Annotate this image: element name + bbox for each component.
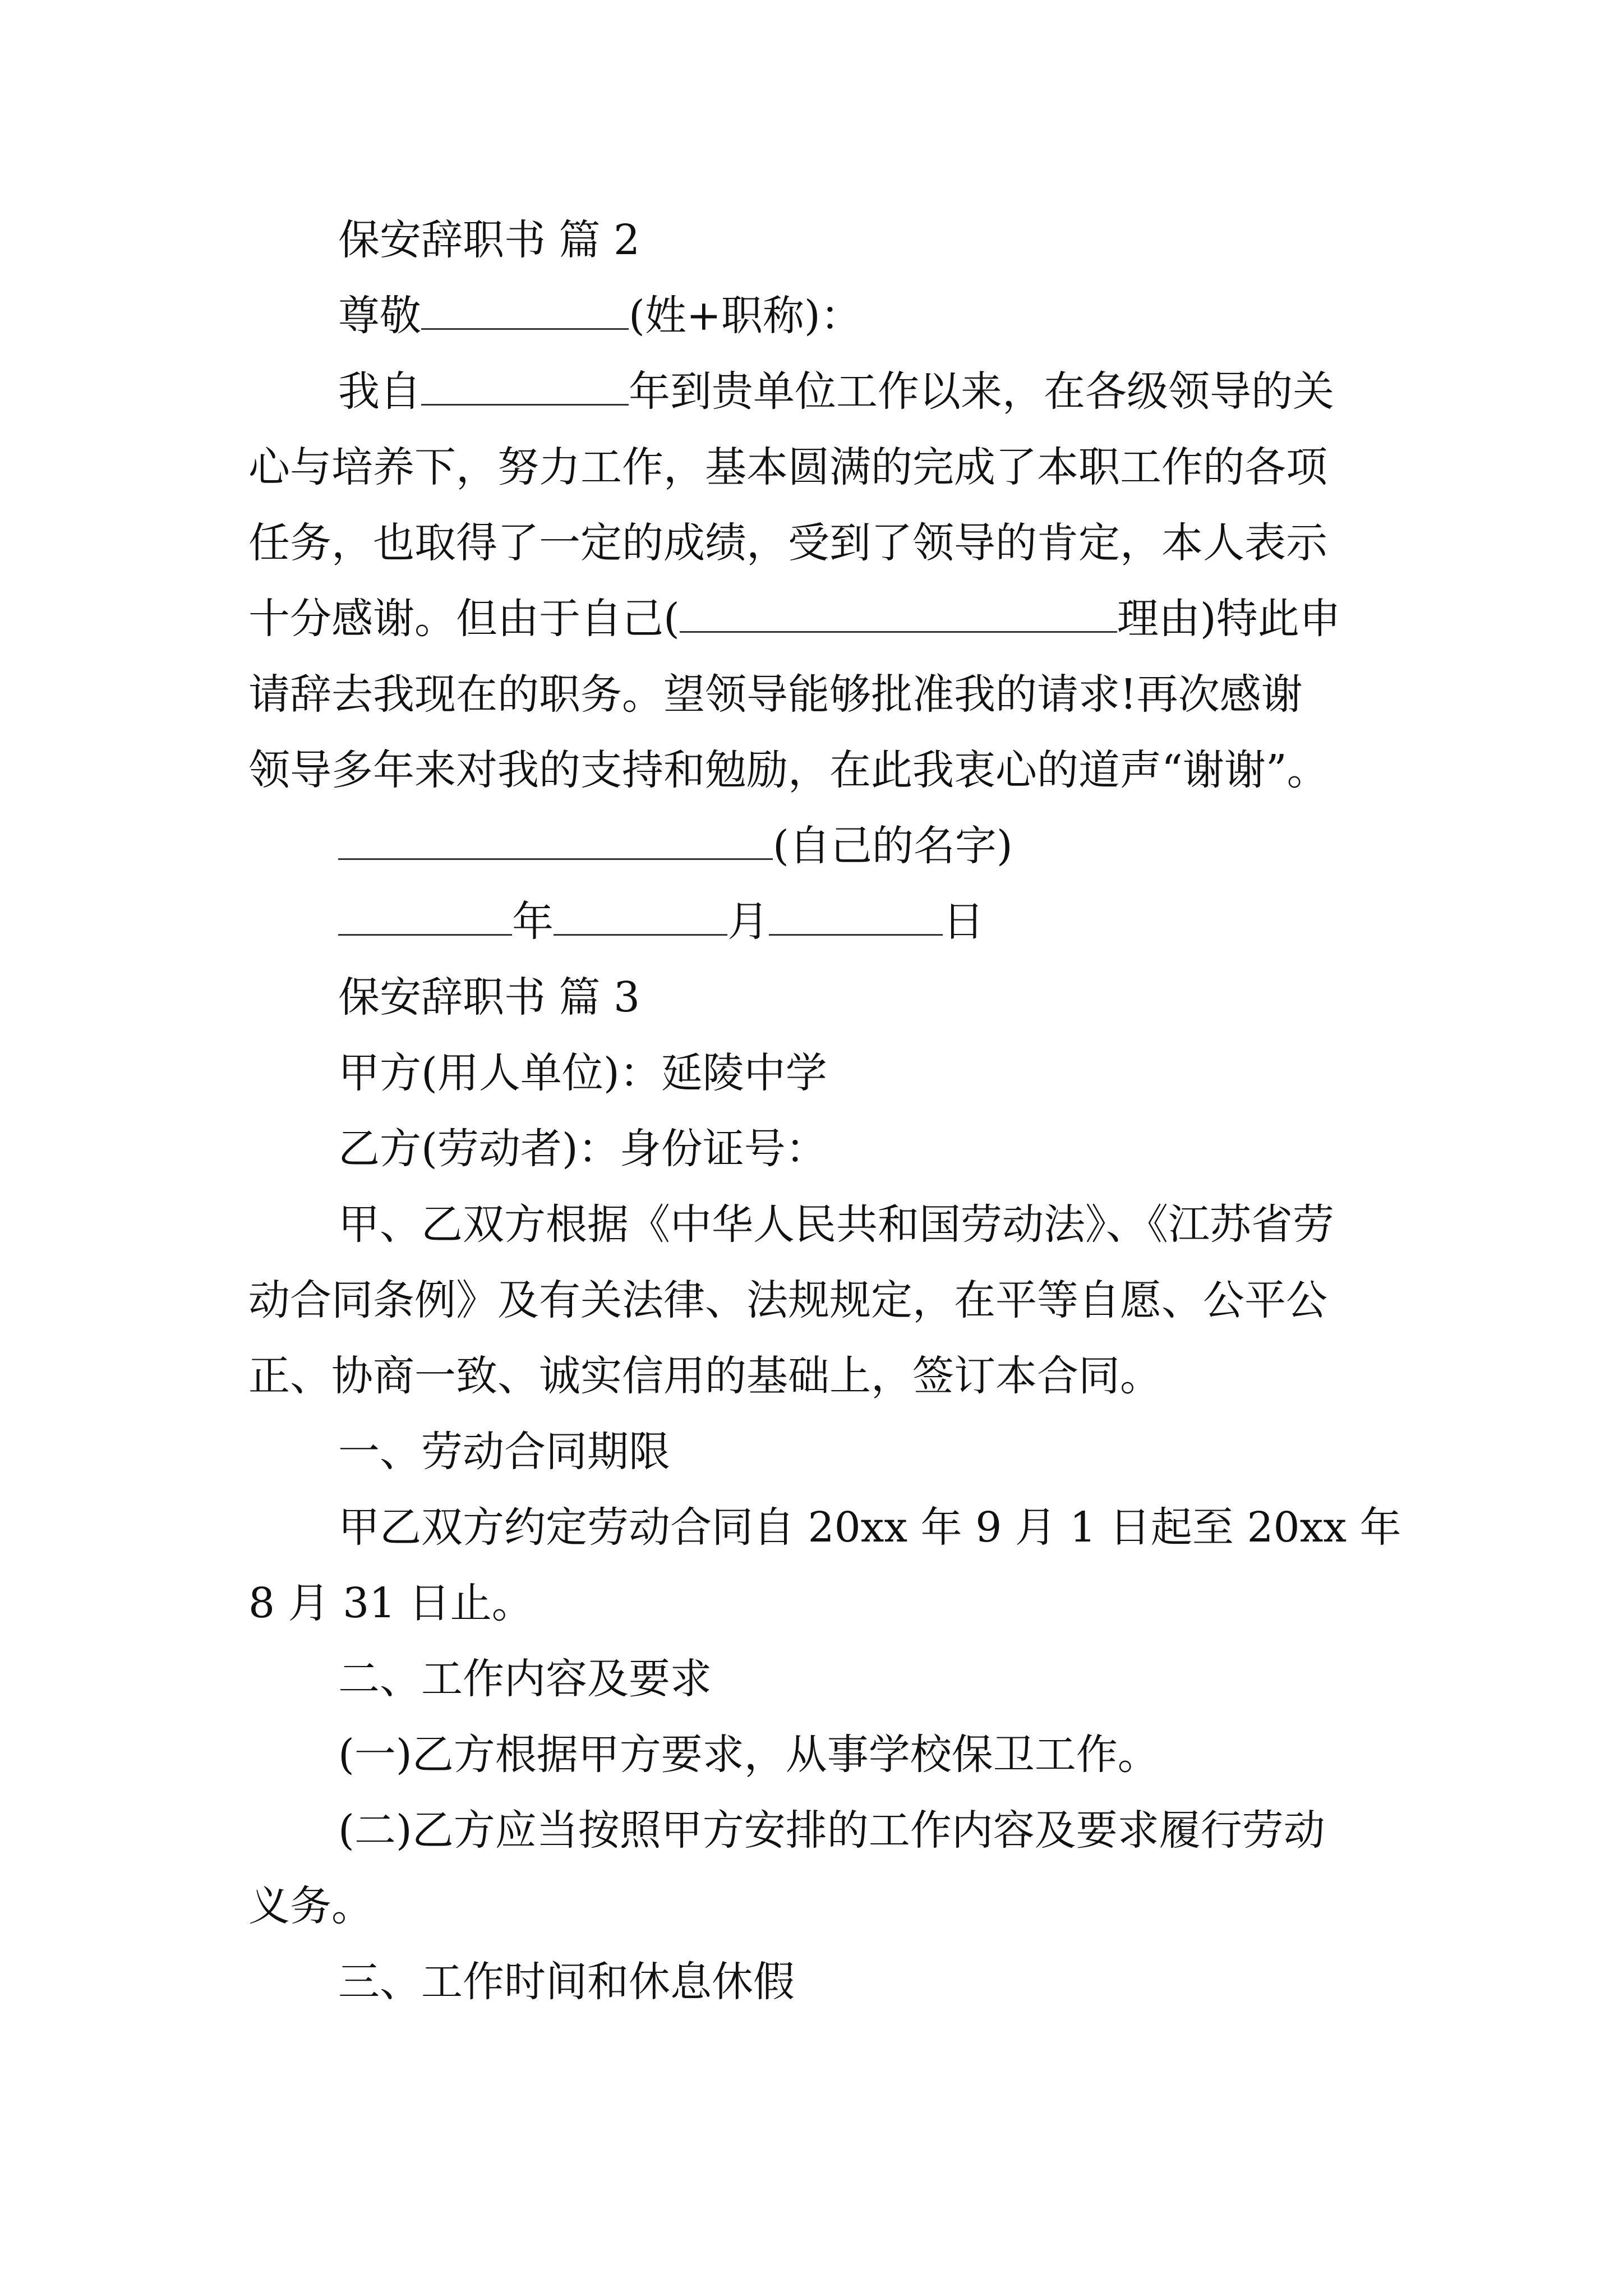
body-line: 领导多年来对我的支持和勉励，在此我衷心的道声“谢谢”。 [248,746,1329,794]
start-year-blank [421,369,629,406]
salutation-prefix: 尊敬 [338,292,421,340]
body-line: 任务，也取得了一定的成绩，受到了领导的肯定，本人表示 [248,519,1327,567]
body-line: (一)乙方根据甲方要求，从事学校保卫工作。 [338,1731,1159,1779]
body-line: 8 月 31 日止。 [248,1579,533,1627]
salutation-suffix: (姓+职称)： [629,292,862,340]
body-line [248,593,1341,644]
signature-line [338,821,1013,871]
party-b-line: 乙方(劳动者)：身份证号： [338,1125,827,1173]
name-title-blank [421,293,629,330]
day-blank [769,899,943,936]
day-label: 日 [943,898,984,946]
body-text: 十分感谢。但由于自己( [248,595,680,643]
body-text: 理由)特此申 [1117,595,1341,643]
month-label: 月 [727,898,769,946]
party-a-line: 甲方(用人单位)：延陵中学 [338,1049,827,1097]
signature-blank [338,823,773,860]
body-line: 义务。 [248,1882,373,1930]
month-blank [554,899,727,936]
body-line: (二)乙方应当按照甲方安排的工作内容及要求履行劳动 [338,1806,1325,1855]
section-heading: 二、工作内容及要求 [338,1655,712,1703]
body-line: 动合同条例》及有关法律、法规规定，在平等自愿、公平公 [248,1276,1327,1324]
year-blank [338,899,512,936]
body-text: 年到贵单位工作以来，在各级领导的关 [629,367,1334,416]
section-2-title: 保安辞职书 篇 2 [338,216,640,264]
body-line: 正、协商一致、诚实信用的基础上，签订本合同。 [248,1352,1161,1400]
signature-label: (自己的名字) [773,822,1013,870]
section-heading: 一、劳动合同期限 [338,1428,670,1476]
body-line: 心与培养下，努力工作，基本圆满的完成了本职工作的各项 [248,443,1327,491]
reason-blank [680,596,1117,633]
year-label: 年 [512,898,554,946]
section-3-title: 保安辞职书 篇 3 [338,973,640,1022]
body-text: 我自 [338,367,421,416]
date-line [338,896,984,947]
body-line: 甲乙双方约定劳动合同自 20xx 年 9 月 1 日起至 20xx 年 [338,1503,1401,1552]
body-line: 请辞去我现在的职务。望领导能够批准我的请求!再次感谢 [248,670,1303,719]
section-heading: 三、工作时间和休息休假 [338,1958,795,2006]
body-line [338,366,1334,417]
body-line: 甲、乙双方根据《中华人民共和国劳动法》、《江苏省劳 [338,1200,1334,1249]
salutation-line [338,291,862,341]
